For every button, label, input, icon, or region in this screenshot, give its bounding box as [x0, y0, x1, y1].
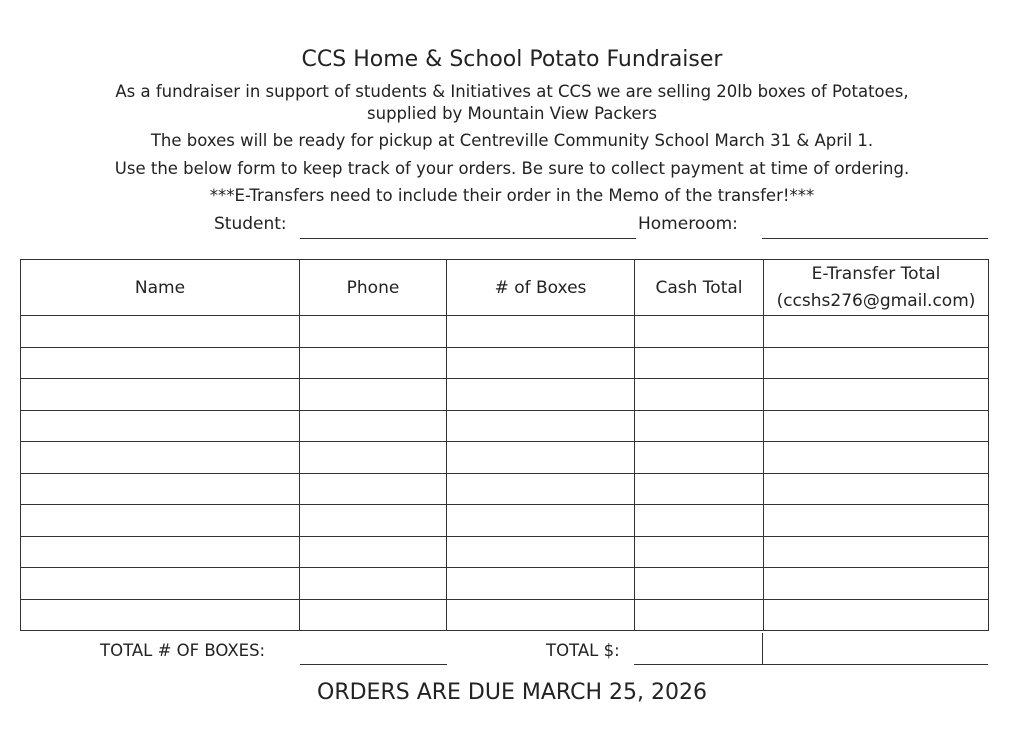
cell-boxes[interactable] [447, 410, 635, 442]
cell-etransfer-total[interactable] [764, 347, 989, 379]
cell-etransfer-total[interactable] [764, 316, 989, 348]
cell-cash-total[interactable] [635, 505, 764, 537]
cell-phone[interactable] [300, 536, 447, 568]
cell-etransfer-total[interactable] [764, 442, 989, 474]
cell-boxes[interactable] [447, 316, 635, 348]
table-row [21, 568, 989, 600]
cell-cash-total[interactable] [635, 410, 764, 442]
header-name: Name [21, 260, 300, 316]
order-table [20, 259, 989, 631]
table-row [21, 316, 989, 348]
cell-name[interactable] [21, 536, 300, 568]
cell-boxes[interactable] [447, 505, 635, 537]
cell-name[interactable] [21, 568, 300, 600]
cell-name[interactable] [21, 347, 300, 379]
cell-cash-total[interactable] [635, 536, 764, 568]
student-label: Student: [214, 214, 287, 234]
header-cash-total: Cash Total [635, 260, 764, 316]
cell-etransfer-total[interactable] [764, 536, 989, 568]
cell-cash-total[interactable] [635, 568, 764, 600]
cell-etransfer-total[interactable] [764, 473, 989, 505]
cell-etransfer-total[interactable] [764, 379, 989, 411]
cell-name[interactable] [21, 379, 300, 411]
table-row [21, 379, 989, 411]
table-row [21, 410, 989, 442]
table-row [21, 473, 989, 505]
cell-phone[interactable] [300, 505, 447, 537]
table-row [21, 599, 989, 631]
cell-phone[interactable] [300, 410, 447, 442]
table-row [21, 442, 989, 474]
cell-name[interactable] [21, 442, 300, 474]
intro-line-3: The boxes will be ready for pickup at Centreville Community School March 31 & April 1. [150, 131, 874, 150]
page-title: CCS Home & School Potato Fundraiser [301, 47, 723, 72]
cell-boxes[interactable] [447, 536, 635, 568]
cell-phone[interactable] [300, 347, 447, 379]
cell-boxes[interactable] [447, 379, 635, 411]
cell-name[interactable] [21, 316, 300, 348]
due-date-notice: ORDERS ARE DUE MARCH 25, 2026 [317, 680, 707, 705]
header-boxes: # of Boxes [447, 260, 635, 316]
cell-phone[interactable] [300, 442, 447, 474]
total-dollars-label: TOTAL $: [546, 641, 620, 660]
cell-cash-total[interactable] [635, 379, 764, 411]
cell-boxes[interactable] [447, 473, 635, 505]
cell-boxes[interactable] [447, 347, 635, 379]
cell-name[interactable] [21, 599, 300, 631]
homeroom-field[interactable] [762, 238, 988, 239]
total-divider [762, 633, 763, 664]
cell-phone[interactable] [300, 599, 447, 631]
cell-cash-total[interactable] [635, 442, 764, 474]
intro-line-4: Use the below form to keep track of your orders. Be sure to collect payment at time of ordering. [114, 159, 910, 178]
etransfer-label: E-Transfer Total [811, 263, 941, 284]
cell-etransfer-total[interactable] [764, 599, 989, 631]
student-field[interactable] [300, 238, 636, 239]
cell-cash-total[interactable] [635, 316, 764, 348]
total-boxes-label: TOTAL # OF BOXES: [100, 641, 266, 660]
cell-name[interactable] [21, 505, 300, 537]
cell-etransfer-total[interactable] [764, 505, 989, 537]
intro-line-1: As a fundraiser in support of students & Initiatives at CCS we are selling 20lb boxes of Potatoes, [115, 82, 909, 101]
cell-cash-total[interactable] [635, 473, 764, 505]
cell-name[interactable] [21, 473, 300, 505]
header-phone: Phone [300, 260, 447, 316]
header-etransfer-total [764, 260, 989, 316]
cell-phone[interactable] [300, 568, 447, 600]
cell-etransfer-total[interactable] [764, 410, 989, 442]
intro-line-5: ***E-Transfers need to include their order in the Memo of the transfer!*** [209, 186, 815, 205]
cell-cash-total[interactable] [635, 599, 764, 631]
cell-boxes[interactable] [447, 568, 635, 600]
total-dollars-field[interactable] [634, 664, 988, 665]
cell-boxes[interactable] [447, 442, 635, 474]
table-header-row [21, 260, 989, 316]
cell-cash-total[interactable] [635, 347, 764, 379]
cell-etransfer-total[interactable] [764, 568, 989, 600]
cell-phone[interactable] [300, 473, 447, 505]
etransfer-email: (ccshs276@gmail.com) [776, 290, 976, 311]
cell-phone[interactable] [300, 316, 447, 348]
table-row [21, 505, 989, 537]
cell-boxes[interactable] [447, 599, 635, 631]
homeroom-label: Homeroom: [638, 214, 738, 234]
table-row [21, 347, 989, 379]
intro-line-2: supplied by Mountain View Packers [367, 104, 657, 123]
table-row [21, 536, 989, 568]
cell-name[interactable] [21, 410, 300, 442]
cell-phone[interactable] [300, 379, 447, 411]
total-boxes-field[interactable] [300, 664, 447, 665]
